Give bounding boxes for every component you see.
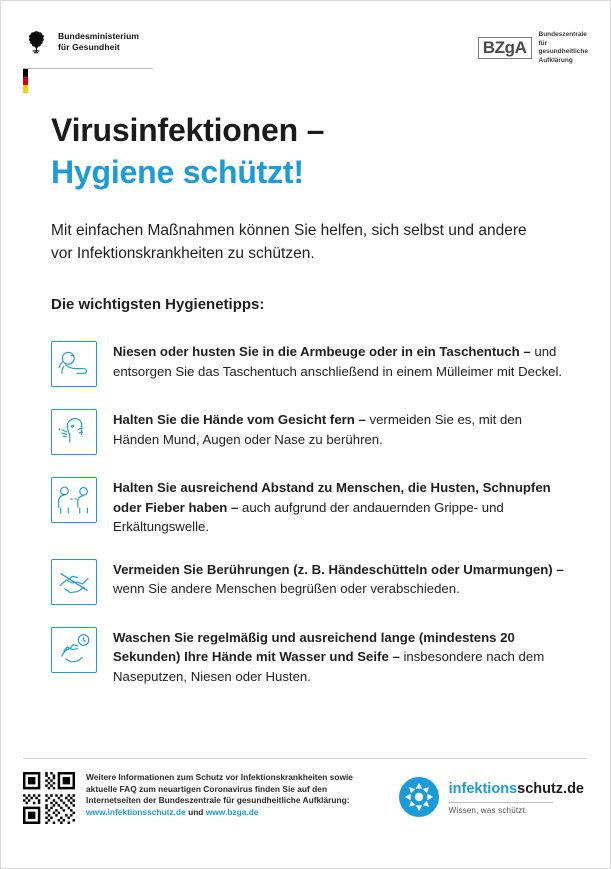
brand-part-blue: infektions [448, 781, 518, 797]
tip-text-bold: Waschen Sie regelmäßig und ausreichend lange (mindestens 20 Sekunden) Ihre Hände mit Wasser und Seife – [113, 629, 515, 664]
link-infektionsschutz[interactable]: www.infektionsschutz.de [86, 806, 186, 817]
wash-hands-icon [51, 627, 97, 673]
bmg-divider [23, 68, 153, 69]
footer-links [86, 807, 376, 819]
bmg-label-line2: für Gesundheit [58, 42, 120, 52]
bzga-mark: BZgA [478, 37, 532, 59]
footer-info-text [86, 772, 376, 818]
page-header [1, 23, 610, 93]
bzga-label-line1: Bundeszentrale [538, 31, 587, 38]
infektionsschutz-wordmark [449, 779, 584, 815]
footer-text-line3: Internetseiten der Bundeszentrale für gesundheitliche Aufklärung: [86, 795, 350, 806]
bzga-label-line2: für [538, 39, 548, 47]
tip-text [113, 627, 565, 687]
tip-text-rest: auch aufgrund der andauernden Grippe- und Erkältungswelle. [113, 499, 504, 534]
no-handshake-icon [51, 559, 97, 605]
tip-text [113, 409, 565, 449]
bmg-label-line1: Bundesministerium [58, 31, 140, 41]
tips-list [51, 341, 565, 708]
bzga-logo [478, 31, 588, 65]
intro-paragraph: Mit einfachen Maßnahmen können Sie helfen, sich selbst und andere vor Infektionskrankheiten zu schützen. [51, 222, 527, 262]
list-item [51, 627, 565, 687]
tip-text-bold: Halten Sie die Hände vom Gesicht fern – [113, 412, 370, 427]
infektionsschutz-tagline: Wissen, was schützt. [449, 802, 553, 815]
link-bzga[interactable]: www.bzga.de [205, 806, 259, 817]
tip-text [113, 341, 565, 381]
sneeze-into-elbow-icon [51, 341, 97, 387]
tip-text-rest: wenn Sie andere Menschen begrüßen oder verabschieden. [113, 581, 460, 596]
infektionsschutz-title [449, 781, 584, 797]
hands-away-from-face-icon [51, 409, 97, 455]
list-item [51, 341, 565, 387]
footer-conjunction: und [185, 806, 206, 817]
tip-text-rest: und entsorgen Sie das Taschentuch anschließend in einem Mülleimer mit Deckel. [113, 344, 563, 379]
list-item [51, 559, 565, 605]
tips-subheading: Die wichtigsten Hygienetipps: [51, 296, 265, 313]
brand-part-dark: schutz.de [517, 781, 584, 797]
german-flag-bar [23, 69, 28, 93]
page-title-line1: Virusinfektionen – [51, 112, 325, 148]
bzga-label [539, 31, 588, 65]
bzga-label-line4: Aufklärung [538, 56, 573, 64]
bmg-label [58, 29, 139, 53]
infektionsschutz-logo[interactable] [398, 776, 584, 818]
tip-text [113, 477, 565, 537]
federal-eagle-icon [23, 29, 49, 57]
infektionsschutz-mark-icon [398, 776, 440, 818]
footer-text-line1: Weitere Informationen zum Schutz vor Infektionskrankheiten sowie [86, 772, 353, 782]
title-block [51, 111, 565, 315]
tip-text-bold: Vermeiden Sie Berührungen (z. B. Händeschütteln oder Umarmungen) – [113, 561, 564, 577]
page-footer [1, 758, 610, 868]
tip-text [113, 559, 565, 599]
list-item [51, 409, 565, 455]
tip-text-rest: insbesondere nach dem Naseputzen, Niesen oder Husten. [113, 649, 545, 684]
tip-text-rest: vermeiden Sie es, mit den Händen Mund, Augen oder Nase zu berühren. [113, 412, 522, 447]
qr-code[interactable] [23, 772, 75, 824]
list-item [51, 477, 565, 537]
footer-divider [23, 758, 588, 759]
page-title-line2: Hygiene schützt! [51, 154, 304, 190]
bzga-label-line3: gesundheitliche [538, 48, 588, 56]
tip-text-bold: Niesen oder husten Sie in die Armbeuge oder in ein Taschentuch – [113, 344, 535, 359]
footer-text-line2: aktuelle FAQ zum neuartigen Coronavirus finden Sie auf den [86, 783, 328, 794]
bmg-logo [23, 29, 139, 57]
keep-distance-icon [51, 477, 97, 523]
tip-text-bold: Halten Sie ausreichend Abstand zu Menschen, die Husten, Schnupfen oder Fieber haben – [113, 480, 551, 515]
